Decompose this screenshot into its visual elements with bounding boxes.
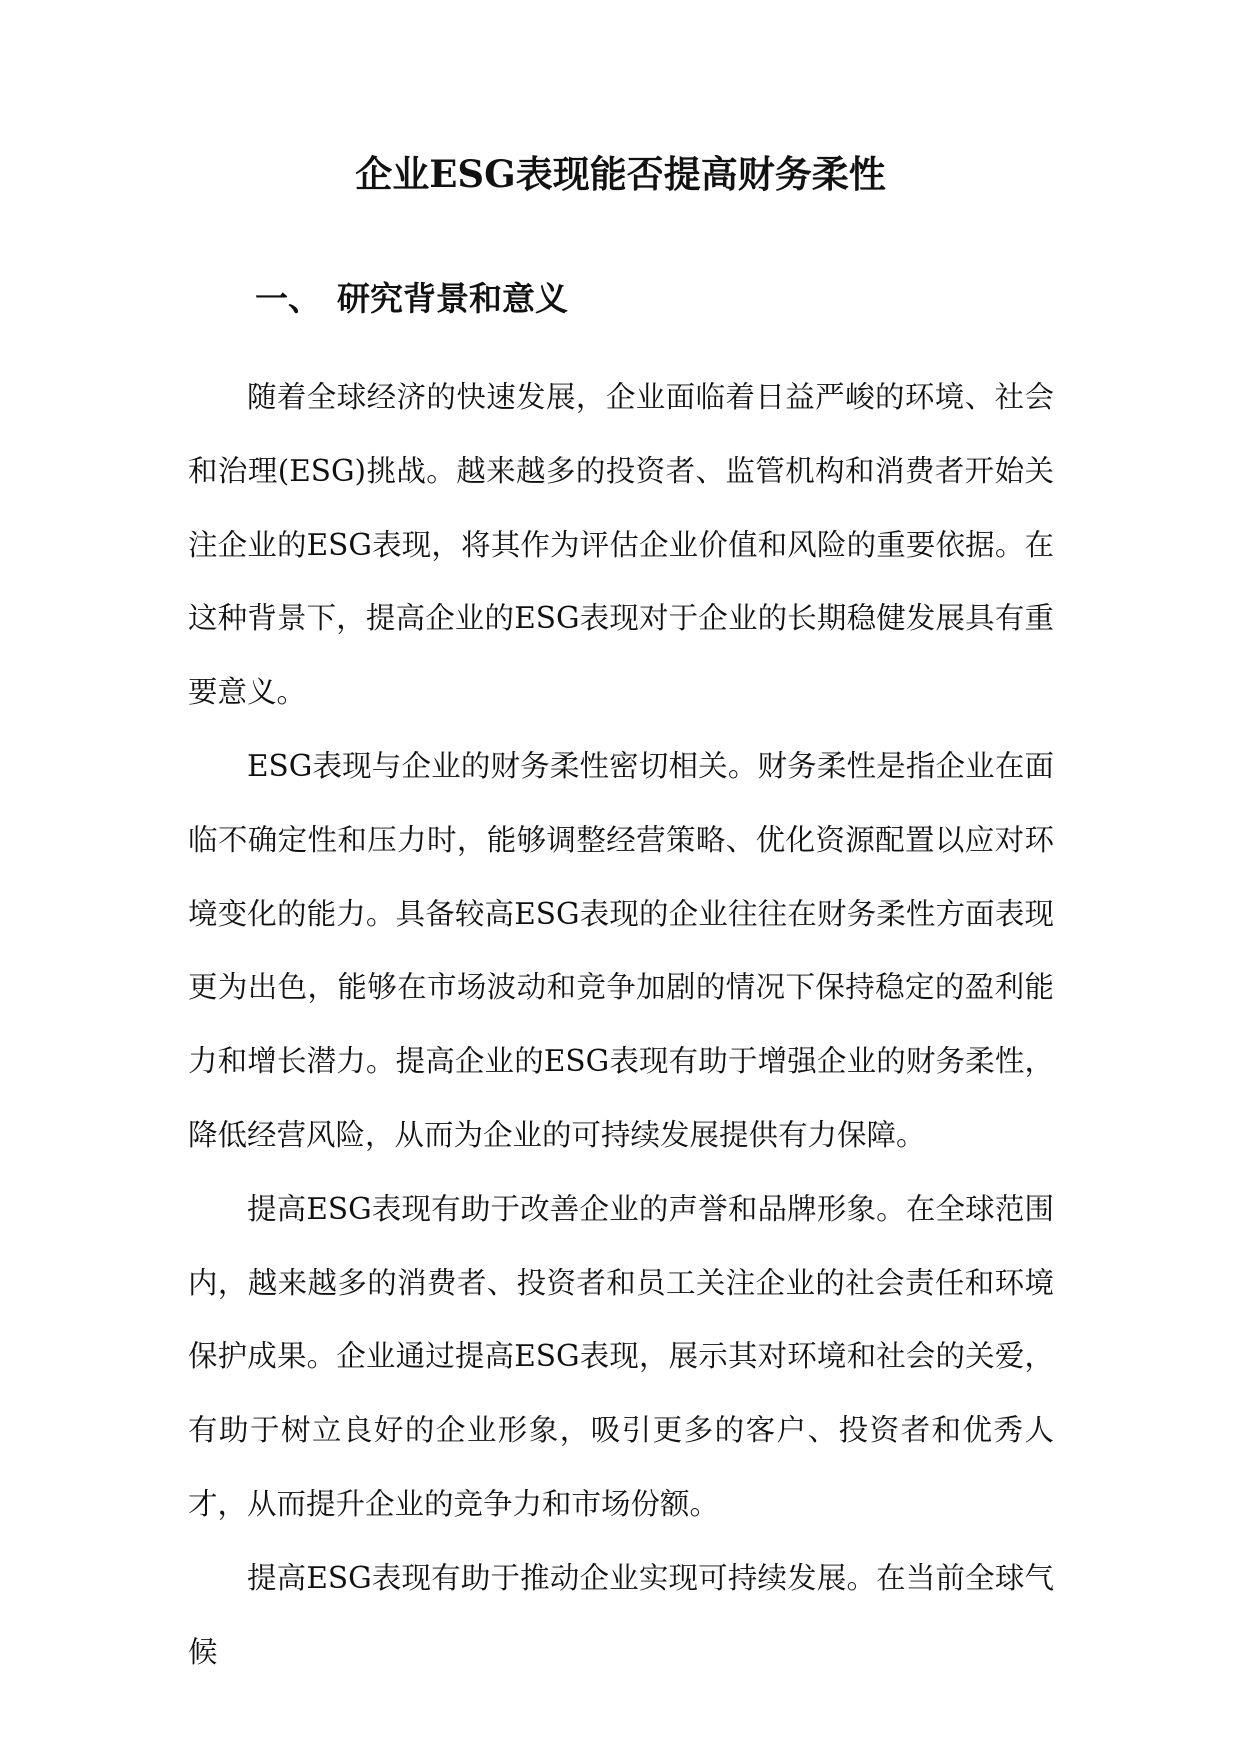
paragraph-4: 提高ESG表现有助于推动企业实现可持续发展。在当前全球气候 <box>188 1560 1054 1669</box>
section-heading-text: 研究背景和意义 <box>337 279 568 318</box>
body-text <box>188 361 1054 1689</box>
section-heading <box>255 276 568 322</box>
paragraph-3: 提高ESG表现有助于改善企业的声誉和品牌形象。在全球范围内，越来越多的消费者、投资者和员工关注企业的社会责任和环境保护成果。企业通过提高ESG表现，展示其对环境和社会的关爱，有助于树立良好的企业形象，吸引更多的客户、投资者和优秀人才，从而提升企业的竞争力和市场份额。 <box>188 1191 1054 1521</box>
paragraph-2: ESG表现与企业的财务柔性密切相关。财务柔性是指企业在面临不确定性和压力时，能够调整经营策略、优化资源配置以应对环境变化的能力。具备较高ESG表现的企业往往在财务柔性方面表现更为出色，能够在市场波动和竞争加剧的情况下保持稳定的盈利能力和增长潜力。提高企业的ESG表现有助于增强企业的财务柔性，降低经营风险，从而为企业的可持续发展提供有力保障。 <box>188 748 1054 1152</box>
document-title: 企业ESG表现能否提高财务柔性 <box>355 152 886 196</box>
section-number: 一、 <box>255 279 321 318</box>
paragraph-1: 随着全球经济的快速发展，企业面临着日益严峻的环境、社会和治理(ESG)挑战。越来越多的投资者、监管机构和消费者开始关注企业的ESG表现，将其作为评估企业价值和风险的重要依据。在这种背景下，提高企业的ESG表现对于企业的长期稳健发展具有重要意义。 <box>188 380 1054 710</box>
